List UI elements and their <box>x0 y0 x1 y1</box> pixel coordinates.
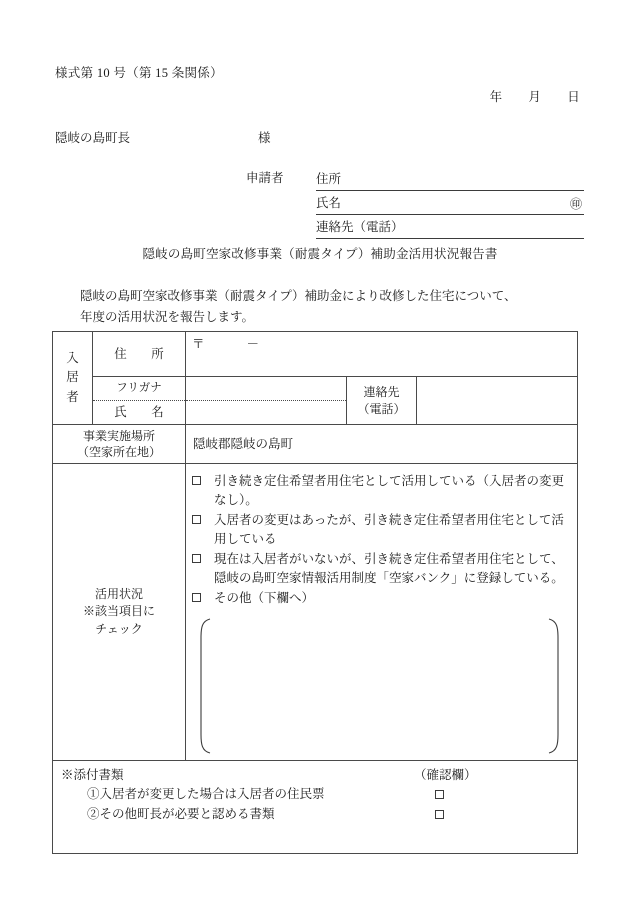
resident-address-row <box>93 332 577 377</box>
intro-line-2: 年度の活用状況を報告します。 <box>80 309 255 324</box>
applicant-address-label: 住所 <box>316 172 342 187</box>
applicant-name-label: 氏名 <box>316 196 342 211</box>
postal-dash: － <box>246 337 260 351</box>
attachments-heading: ※添付書類 <box>61 768 124 782</box>
postal-mark-icon: 〒 <box>192 337 205 351</box>
resident-label-char-2: 居 <box>66 370 79 385</box>
usage-option-1-label: 引き続き定住希望者用住宅として活用している（入居者の変更なし）。 <box>214 474 565 507</box>
attachment-item-2 <box>61 805 569 825</box>
usage-option-3-label: 現在は入居者がいないが、引き続き定住希望者用住宅として、隠岐の島町空家情報活用制度「空家バンク」に登録している。 <box>214 552 564 585</box>
furigana-input[interactable] <box>186 377 346 401</box>
resident-label-char-3: 者 <box>66 389 79 404</box>
intro-line-1: 隠岐の島町空家改修事業（耐震タイプ）補助金により改修した住宅について、 <box>80 289 517 303</box>
attachments-heading-row <box>61 766 569 785</box>
resident-name-row <box>93 377 577 424</box>
date-month-label: 月 <box>528 90 542 104</box>
resident-label-char-1: 入 <box>66 350 79 365</box>
attachment-item-1 <box>61 785 569 805</box>
applicant-name-field[interactable] <box>316 191 584 215</box>
furigana-label: フリガナ <box>93 377 185 401</box>
applicant-phone-label: 連絡先（電話） <box>316 220 404 235</box>
usage-options <box>186 464 577 760</box>
site-row <box>53 425 577 464</box>
name-input[interactable] <box>186 401 346 424</box>
resident-address-input[interactable] <box>186 332 577 376</box>
intro-paragraph <box>80 287 580 327</box>
checkbox-icon[interactable] <box>435 810 444 819</box>
usage-row <box>53 464 577 761</box>
applicant-label: 申請者 <box>246 171 284 185</box>
applicant-address-field[interactable] <box>316 167 584 191</box>
addressee-name: 隠岐の島町長 <box>55 131 131 145</box>
attachments-section <box>53 761 577 853</box>
resident-name-labels <box>93 377 186 424</box>
site-label: 事業実施場所 （空家所在地） <box>53 425 186 463</box>
right-brace-icon <box>548 618 564 754</box>
attachment-item-2-label: ②その他町長が必要と認める書類 <box>87 807 275 821</box>
checkbox-icon[interactable] <box>192 593 201 602</box>
applicant-fields <box>316 167 584 239</box>
site-value[interactable]: 隠岐郡隠岐の島町 <box>193 436 294 451</box>
date-day-label: 日 <box>567 90 580 104</box>
page-title: 隠岐の島町空家改修事業（耐震タイプ）補助金活用状況報告書 <box>142 247 498 261</box>
form-number: 様式第 10 号（第 15 条関係） <box>55 66 223 80</box>
checkbox-icon[interactable] <box>435 790 444 799</box>
checkbox-icon[interactable] <box>192 554 201 563</box>
date-line <box>55 88 585 107</box>
addressee-honorific: 様 <box>258 131 271 145</box>
usage-option-3[interactable] <box>192 550 571 588</box>
checkbox-icon[interactable] <box>192 476 201 485</box>
addressee-row <box>55 129 585 148</box>
resident-name-label: 氏 名 <box>114 405 170 420</box>
checkbox-icon[interactable] <box>192 515 201 524</box>
resident-name-input[interactable] <box>186 377 347 424</box>
usage-option-4[interactable] <box>192 589 571 608</box>
resident-tel-label: 連絡先 （電話） <box>347 377 417 424</box>
report-table <box>52 331 578 854</box>
confirm-column-header: （確認欄） <box>414 768 477 782</box>
applicant-phone-field[interactable] <box>316 215 584 239</box>
attachment-item-1-label: ①入居者が変更した場合は入居者の住民票 <box>87 787 325 801</box>
usage-option-4-label: その他（下欄へ） <box>214 591 315 605</box>
seal-stamp-icon: ㊞ <box>569 197 582 211</box>
usage-option-1[interactable] <box>192 472 571 510</box>
usage-option-2-label: 入居者の変更はあったが、引き続き定住希望者用住宅として活用している <box>214 513 564 546</box>
resident-vertical-label <box>53 332 93 424</box>
resident-address-label: 住 所 <box>93 332 186 376</box>
usage-label: 活用状況 ※該当項目に チェック <box>53 464 186 760</box>
resident-tel-input[interactable] <box>417 377 577 424</box>
date-year-label: 年 <box>489 90 503 104</box>
usage-option-2[interactable] <box>192 511 571 549</box>
left-brace-icon <box>195 618 211 754</box>
resident-section <box>53 332 577 425</box>
usage-free-text-area[interactable] <box>195 618 564 754</box>
